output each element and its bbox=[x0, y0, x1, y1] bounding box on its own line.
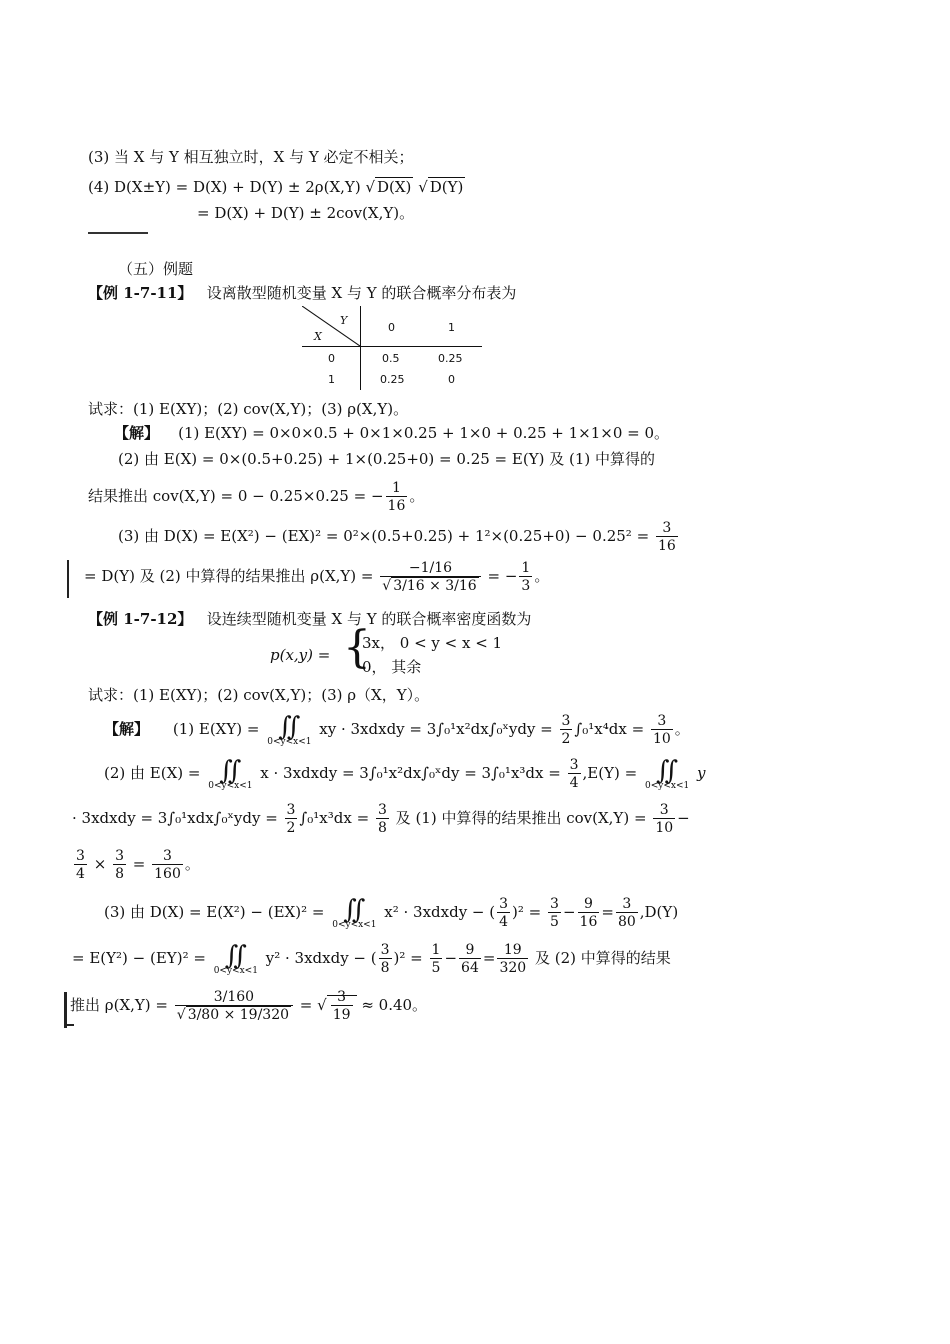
denominator: 16 bbox=[579, 914, 598, 930]
property-4: (4) D(X±Y) = D(X) + D(Y) ± 2ρ(X,Y) √ D(X) √ D(Y) bbox=[88, 178, 464, 196]
piecewise-brace: { bbox=[343, 622, 371, 673]
fraction bbox=[651, 714, 673, 746]
minus: − bbox=[444, 949, 458, 967]
double-integral bbox=[208, 755, 253, 791]
table-cell: 0.25 bbox=[380, 373, 405, 386]
table-col-0: 0 bbox=[388, 321, 395, 334]
numerator: 3 bbox=[115, 848, 124, 864]
sol-text: y² · 3xdxdy − ( bbox=[265, 949, 377, 967]
solution-2-line1: (2) 由 E(X) = 0×(0.5+0.25) + 1×(0.25+0) = 0.25 = E(Y) 及 (1) 中算得的 bbox=[118, 450, 656, 468]
fraction bbox=[656, 521, 678, 553]
denominator: 19 bbox=[332, 1007, 351, 1023]
denominator: 8 bbox=[115, 866, 124, 882]
fraction bbox=[560, 714, 573, 746]
fraction bbox=[616, 897, 638, 929]
sol-text: )² = bbox=[512, 903, 542, 921]
fraction bbox=[548, 897, 561, 929]
sol-text: x² · 3xdxdy − ( bbox=[384, 903, 496, 921]
denominator: 16 bbox=[657, 538, 676, 554]
period: 。 bbox=[409, 487, 425, 505]
example-12-sol-3c: 推出 ρ(X,Y) = $\frac{3/160}{√ 3/80 \times 19/320}$ = √ $\frac{3}{19}$ ≈ 0.40。 bbox=[70, 989, 428, 1023]
fraction bbox=[430, 943, 443, 975]
example-11-sol-3b bbox=[0, 556, 950, 596]
pdf-case-1-text: 3x， 0 < y < x < 1 bbox=[362, 634, 503, 652]
period: 。 bbox=[184, 855, 200, 873]
sol-text: · 3xdxdy = 3∫₀¹xdx∫₀ˣydy = bbox=[72, 809, 278, 827]
period: 。 bbox=[534, 567, 550, 585]
sol-text: ∫₀¹x³dx = bbox=[299, 809, 370, 827]
integral-icon: ∬ bbox=[219, 755, 242, 786]
double-integral bbox=[644, 755, 690, 791]
numerator: 3 bbox=[662, 520, 672, 536]
sol-text: y bbox=[697, 764, 706, 782]
fraction bbox=[74, 849, 87, 881]
sqrt-dy: D(Y) bbox=[429, 178, 464, 196]
fraction bbox=[380, 561, 480, 593]
sol-text: 及 (2) 中算得的结果 bbox=[534, 949, 671, 967]
denominator: 2 bbox=[561, 731, 571, 747]
table-cell: 0 bbox=[448, 373, 455, 386]
integral-icon: ∬ bbox=[278, 711, 301, 742]
fraction bbox=[376, 803, 389, 835]
denominator: 10 bbox=[655, 820, 674, 836]
sol-text: xy · 3xdxdy = 3∫₀¹x²dx∫₀ˣydy = bbox=[319, 720, 553, 738]
double-integral bbox=[332, 894, 377, 930]
denominator: 4 bbox=[499, 914, 509, 930]
example-12-stmt: 设连续型随机变量 X 与 Y 的联合概率密度函数为 bbox=[206, 610, 532, 628]
numerator: 3 bbox=[561, 713, 571, 729]
example-11-stmt: 设离散型随机变量 X 与 Y 的联合概率分布表为 bbox=[206, 284, 517, 302]
numerator: 1 bbox=[391, 480, 401, 496]
numerator: 3 bbox=[622, 896, 632, 912]
fraction bbox=[578, 897, 600, 929]
example-12-sol-3b bbox=[0, 936, 950, 980]
fraction bbox=[497, 897, 510, 929]
numerator: 3 bbox=[569, 757, 579, 773]
example-12-sol-3a bbox=[0, 890, 950, 934]
sol-text: (3) 由 D(X) = E(X²) − (EX)² = bbox=[104, 903, 325, 921]
numerator: 3 bbox=[657, 713, 667, 729]
example-12-sol-1 bbox=[0, 708, 950, 750]
equals: = bbox=[601, 903, 614, 921]
example-11-sol-3a bbox=[0, 518, 950, 554]
solution-label: 【解】 bbox=[114, 424, 160, 442]
example-12-sol-2c bbox=[0, 844, 950, 884]
denominator: 10 bbox=[652, 731, 671, 747]
fraction bbox=[459, 943, 481, 975]
section-heading bbox=[0, 258, 950, 280]
example-12-statement bbox=[0, 608, 950, 630]
sol-text: )² = bbox=[393, 949, 423, 967]
numerator: 3 bbox=[659, 802, 669, 818]
sol-text: ,D(Y) bbox=[639, 903, 679, 921]
sol-text: ≈ 0.40。 bbox=[361, 996, 428, 1014]
numerator: 9 bbox=[465, 942, 475, 958]
numerator: 3 bbox=[163, 848, 172, 864]
table-horizontal-rule bbox=[302, 346, 482, 347]
numerator: 19 bbox=[503, 942, 522, 958]
double-integral bbox=[267, 711, 312, 747]
numerator: 9 bbox=[583, 896, 593, 912]
numerator: 3 bbox=[499, 896, 509, 912]
integral-icon: ∬ bbox=[656, 755, 679, 786]
table-row-0-label: 0 bbox=[328, 352, 335, 365]
equals: = bbox=[132, 855, 146, 873]
example-11-label: 【例 1-7-11】 bbox=[88, 284, 193, 302]
sqrt-dx: D(X) bbox=[377, 178, 412, 196]
solution-2-line2: 结果推出 cov(X,Y) = 0 − 0.25×0.25 = − bbox=[88, 487, 384, 505]
denominator: 8 bbox=[377, 820, 387, 836]
denominator: 160 bbox=[154, 866, 181, 882]
sol-text: x · 3xdxdy = 3∫₀¹x²dx∫₀ˣdy = 3∫₀¹x³dx = bbox=[260, 764, 561, 782]
table-row-header: X bbox=[314, 330, 322, 343]
numerator: 3/160 bbox=[213, 989, 255, 1005]
solution-label: 【解】 bbox=[104, 720, 150, 738]
numerator: 3 bbox=[377, 802, 387, 818]
numerator: −1/16 bbox=[408, 560, 453, 576]
pdf-case-2 bbox=[0, 656, 950, 678]
table-col-1: 1 bbox=[448, 321, 455, 334]
integral-icon: ∬ bbox=[343, 894, 366, 925]
double-integral bbox=[213, 940, 258, 976]
table-row-1-label: 1 bbox=[328, 373, 335, 386]
property-4-line2-text: = D(X) + D(Y) ± 2cov(X,Y)。 bbox=[197, 204, 415, 222]
period: 。 bbox=[674, 720, 690, 738]
numerator: 3 bbox=[380, 942, 390, 958]
denominator: 3 bbox=[521, 578, 531, 594]
property-4-prefix: (4) D(X±Y) = D(X) + D(Y) ± 2ρ(X,Y) bbox=[88, 178, 361, 196]
numerator: 1 bbox=[521, 560, 531, 576]
sol-text: ,E(Y) = bbox=[582, 764, 638, 782]
fraction bbox=[175, 990, 293, 1022]
example-11-question-text: 试求：(1) E(XY)；(2) cov(X,Y)；(3) ρ(X,Y)。 bbox=[88, 400, 409, 418]
minus: − bbox=[677, 809, 690, 827]
sol-text: ∫₀¹x⁴dx = bbox=[574, 720, 645, 738]
solution-3-line2: = D(Y) 及 (2) 中算得的结果推出 ρ(X,Y) = bbox=[84, 567, 374, 585]
sol-text: (1) E(XY) = bbox=[172, 720, 260, 738]
fraction bbox=[386, 481, 408, 513]
numerator: 3 bbox=[286, 802, 296, 818]
integral-icon: ∬ bbox=[224, 940, 247, 971]
example-12-question-text: 试求：(1) E(XY)；(2) cov(X,Y)；(3) ρ（X，Y）。 bbox=[88, 686, 430, 704]
equals: = bbox=[482, 949, 496, 967]
scan-edge-mark bbox=[67, 560, 69, 598]
fraction bbox=[497, 943, 528, 975]
denominator: 8 bbox=[380, 960, 390, 976]
section-heading-text: （五）例题 bbox=[118, 260, 194, 278]
integral-region: 0<y<x<1 bbox=[267, 736, 312, 747]
example-11-sol-2b bbox=[0, 478, 950, 514]
table-col-header: Y bbox=[340, 314, 348, 327]
times: × bbox=[93, 855, 107, 873]
integral-region: 0<y<x<1 bbox=[208, 780, 253, 791]
fraction bbox=[519, 561, 532, 593]
sol-text: 及 (1) 中算得的结果推出 cov(X,Y) = bbox=[395, 809, 647, 827]
denominator: 64 bbox=[461, 960, 479, 976]
fraction bbox=[113, 849, 126, 881]
integral-region: 0<y<x<1 bbox=[332, 919, 377, 930]
property-3-text: (3) 当 X 与 Y 相互独立时，X 与 Y 必定不相关； bbox=[88, 148, 414, 166]
denominator: √ 3/16 × 3/16 bbox=[380, 576, 480, 593]
denominator: 320 bbox=[499, 960, 527, 976]
pdf-lhs-text: p(x,y) = bbox=[270, 646, 331, 664]
fraction bbox=[331, 990, 353, 1022]
example-11-sol-1 bbox=[0, 422, 950, 444]
numerator: 3 bbox=[550, 896, 559, 912]
sol-text: 推出 ρ(X,Y) = bbox=[70, 996, 168, 1014]
fraction bbox=[653, 803, 675, 835]
equals: = − bbox=[487, 567, 518, 585]
example-11-sol-2a bbox=[0, 448, 950, 470]
scan-edge-mark bbox=[64, 992, 67, 1028]
table-diagonal bbox=[302, 306, 360, 346]
denominator: 5 bbox=[550, 914, 559, 930]
property-3 bbox=[0, 146, 950, 168]
denominator: 4 bbox=[76, 866, 85, 882]
denominator: 4 bbox=[569, 775, 579, 791]
example-12-sol-2b bbox=[0, 798, 950, 838]
sqrt: 3/80 × 19/320 bbox=[187, 1007, 290, 1023]
sqrt bbox=[327, 989, 357, 1023]
table-vertical-rule bbox=[360, 306, 361, 390]
integral-region: 0<y<x<1 bbox=[213, 965, 258, 976]
fraction bbox=[379, 943, 392, 975]
fraction bbox=[285, 803, 298, 835]
table-cell: 0.25 bbox=[438, 352, 463, 365]
example-11-question bbox=[0, 398, 950, 420]
scan-edge-mark bbox=[64, 1024, 74, 1026]
joint-distribution-table bbox=[302, 306, 482, 390]
property-4-line2 bbox=[0, 202, 950, 224]
solution-1-text: (1) E(XY) = 0×0×0.5 + 0×1×0.25 + 1×0 + 0.25 + 1×1×0 = 0。 bbox=[178, 424, 670, 442]
denominator: 80 bbox=[617, 914, 636, 930]
example-11-statement bbox=[0, 282, 950, 304]
sqrt: 3/16 × 3/16 bbox=[393, 578, 477, 594]
fraction bbox=[568, 758, 581, 790]
example-12-sol-2a bbox=[0, 752, 950, 794]
cropped-text-fragment bbox=[88, 232, 148, 234]
sol-text: (2) 由 E(X) = bbox=[104, 764, 201, 782]
sol-text: = E(Y²) − (EY)² = bbox=[72, 949, 206, 967]
fraction bbox=[152, 849, 183, 881]
denominator: 5 bbox=[431, 960, 441, 976]
denominator: √ 3/80 × 19/320 bbox=[175, 1005, 293, 1022]
minus: − bbox=[562, 903, 576, 921]
numerator: 1 bbox=[431, 942, 441, 958]
pdf-case-2-text: 0， 其余 bbox=[362, 658, 422, 676]
pdf-case-1 bbox=[0, 632, 950, 654]
equals: = bbox=[299, 996, 313, 1014]
solution-3-line1: (3) 由 D(X) = E(X²) − (EX)² = 0²×(0.5+0.25) + 1²×(0.25+0) − 0.25² = bbox=[118, 527, 650, 545]
integral-region: 0<y<x<1 bbox=[644, 780, 690, 791]
denominator: 16 bbox=[387, 498, 406, 514]
denominator: 2 bbox=[286, 820, 296, 836]
example-12-label: 【例 1-7-12】 bbox=[88, 610, 193, 628]
table-cell: 0.5 bbox=[382, 352, 400, 365]
numerator: 3 bbox=[76, 848, 85, 864]
example-12-question bbox=[0, 684, 950, 706]
numerator: 3 bbox=[337, 989, 347, 1005]
